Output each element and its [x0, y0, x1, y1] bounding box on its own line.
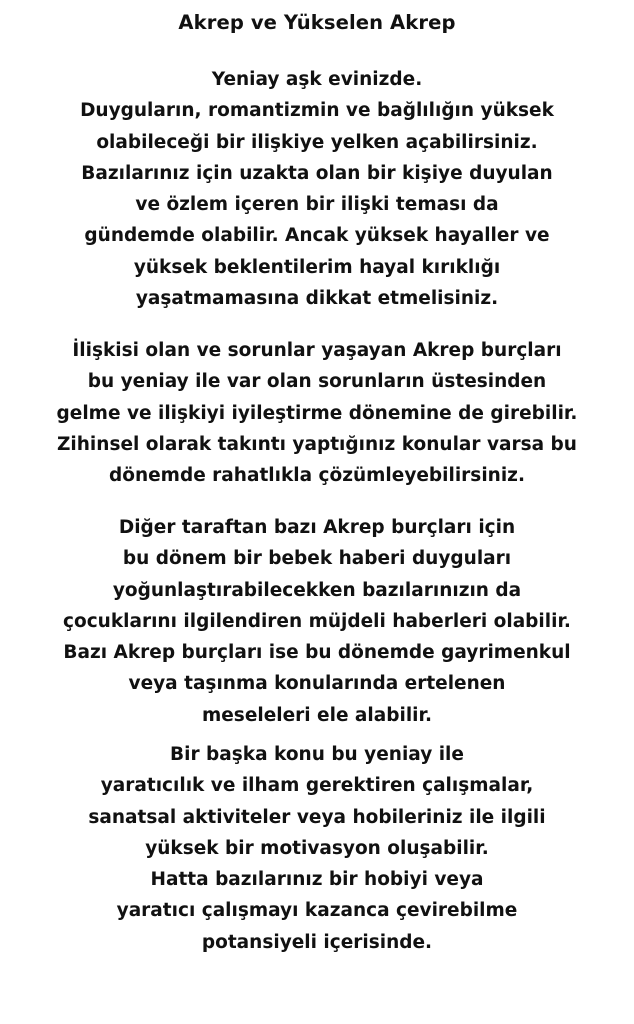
text-line: yaratıcılık ve ilham gerektiren çalışmalar,	[100, 775, 534, 797]
paragraph-children-property	[0, 512, 634, 731]
text-line: çocuklarını ilgilendiren müjdeli haberleri olabilir.	[63, 610, 571, 632]
text-line: yüksek bir motivasyon oluşabilir.	[145, 837, 489, 859]
text-line: Bazılarınız için uzakta olan bir kişiye duyulan	[81, 162, 553, 184]
text-line: Bir başka konu bu yeniay ile	[170, 744, 464, 765]
text-line: gelme ve ilişkiyi iyileştirme dönemine de girebilir.	[56, 402, 578, 424]
paragraph-creativity	[0, 739, 634, 958]
text-line: Diğer taraftan bazı Akrep burçları için	[118, 517, 516, 538]
text-line: gündemde olabilir. Ancak yüksek hayaller ve	[84, 225, 550, 247]
text-line: potansiyeli içerisinde.	[201, 931, 433, 953]
text-line: olabileceği bir ilişkiye yelken açabilirsiniz.	[96, 131, 538, 153]
text-line: yaratıcı çalışmayı kazanca çevirebilme	[116, 900, 518, 922]
text-line: Yeniay aşk evinizde.	[211, 69, 423, 90]
text-line: ve özlem içeren bir ilişki teması da	[135, 194, 499, 216]
text-line: İlişkisi olan ve sorunlar yaşayan Akrep burçları	[72, 340, 562, 361]
text-line: Duyguların, romantizmin ve bağlılığın yüksek	[80, 100, 554, 122]
text-line: bu yeniay ile var olan sorunların üstesinden	[87, 371, 547, 393]
text-line: yüksek beklentilerim hayal kırıklığı	[133, 256, 501, 278]
text-line: sanatsal aktiviteler veya hobileriniz ile ilgili	[88, 806, 546, 828]
paragraph-love-house	[0, 64, 634, 314]
text-line: Bazı Akrep burçları ise bu dönemde gayrimenkul	[63, 642, 571, 664]
text-line: dönemde rahatlıkla çözümleyebilirsiniz.	[109, 465, 525, 487]
text-line: Hatta bazılarınız bir hobiyi veya	[150, 869, 484, 891]
text-line: bu dönem bir bebek haberi duyguları	[122, 548, 512, 570]
page-title: Akrep ve Yükselen Akrep	[178, 11, 456, 34]
text-line: yoğunlaştırabilecekken bazılarınızın da	[112, 579, 522, 601]
text-line: meseleleri ele alabilir.	[201, 704, 433, 726]
paragraph-relationships	[0, 335, 634, 491]
text-line: Zihinsel olarak takıntı yaptığınız konular varsa bu	[57, 433, 577, 455]
text-line: veya taşınma konularında ertelenen	[128, 673, 506, 695]
text-line: yaşatmamasına dikkat etmelisiniz.	[135, 288, 499, 310]
